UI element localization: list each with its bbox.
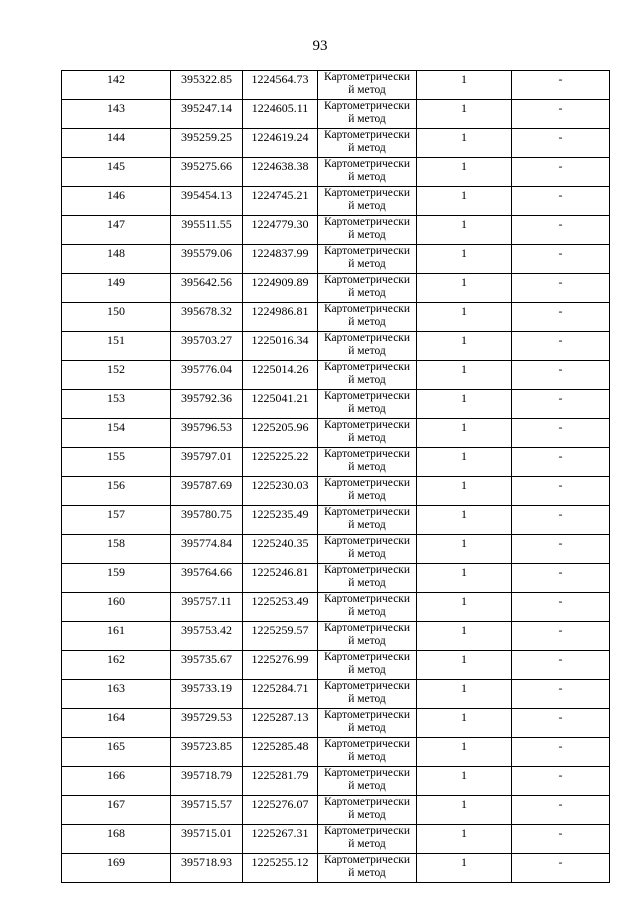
method-line-1: Картометрически [323, 100, 411, 112]
y-coordinate-cell: 1225240.35 [243, 535, 318, 564]
note-cell: - [512, 593, 610, 622]
method-cell [318, 303, 417, 332]
point-number-cell: 150 [62, 303, 171, 332]
note-cell: - [512, 825, 610, 854]
x-coordinate-cell: 395454.13 [171, 187, 243, 216]
y-coordinate-cell: 1225287.13 [243, 709, 318, 738]
method-line-2: й метод [348, 229, 386, 241]
accuracy-cell: 1 [417, 535, 512, 564]
method-line-1: Картометрически [323, 854, 411, 866]
method-line-2: й метод [348, 84, 386, 96]
y-coordinate-cell: 1224779.30 [243, 216, 318, 245]
table-row [62, 767, 610, 796]
method-line-2: й метод [348, 490, 386, 502]
point-number-cell: 159 [62, 564, 171, 593]
method-line-2: й метод [348, 838, 386, 850]
method-cell [318, 477, 417, 506]
table-row [62, 564, 610, 593]
method-line-2: й метод [348, 751, 386, 763]
method-line-2: й метод [348, 113, 386, 125]
note-cell: - [512, 506, 610, 535]
point-number-cell: 149 [62, 274, 171, 303]
y-coordinate-cell: 1225230.03 [243, 477, 318, 506]
table-row [62, 506, 610, 535]
point-number-cell: 143 [62, 100, 171, 129]
accuracy-cell: 1 [417, 680, 512, 709]
table-row [62, 738, 610, 767]
method-cell [318, 796, 417, 825]
y-coordinate-cell: 1225276.99 [243, 651, 318, 680]
point-number-cell: 157 [62, 506, 171, 535]
accuracy-cell: 1 [417, 506, 512, 535]
x-coordinate-cell: 395718.79 [171, 767, 243, 796]
y-coordinate-cell: 1225253.49 [243, 593, 318, 622]
point-number-cell: 153 [62, 390, 171, 419]
accuracy-cell: 1 [417, 158, 512, 187]
method-cell [318, 651, 417, 680]
y-coordinate-cell: 1225276.07 [243, 796, 318, 825]
x-coordinate-cell: 395715.01 [171, 825, 243, 854]
y-coordinate-cell: 1224837.99 [243, 245, 318, 274]
table-row [62, 100, 610, 129]
note-cell: - [512, 767, 610, 796]
table-row [62, 593, 610, 622]
point-number-cell: 164 [62, 709, 171, 738]
table-row [62, 477, 610, 506]
method-line-2: й метод [348, 142, 386, 154]
method-cell [318, 825, 417, 854]
table-row [62, 448, 610, 477]
method-cell [318, 419, 417, 448]
accuracy-cell: 1 [417, 332, 512, 361]
point-number-cell: 154 [62, 419, 171, 448]
point-number-cell: 160 [62, 593, 171, 622]
x-coordinate-cell: 395275.66 [171, 158, 243, 187]
accuracy-cell: 1 [417, 303, 512, 332]
note-cell: - [512, 245, 610, 274]
coordinates-table [61, 70, 610, 883]
method-line-1: Картометрически [323, 535, 411, 547]
method-cell [318, 71, 417, 100]
y-coordinate-cell: 1225255.12 [243, 854, 318, 883]
note-cell: - [512, 274, 610, 303]
method-line-1: Картометрически [323, 187, 411, 199]
method-line-2: й метод [348, 461, 386, 473]
method-line-2: й метод [348, 374, 386, 386]
method-line-1: Картометрически [323, 506, 411, 518]
method-cell [318, 390, 417, 419]
accuracy-cell: 1 [417, 71, 512, 100]
method-line-1: Картометрически [323, 651, 411, 663]
note-cell: - [512, 564, 610, 593]
note-cell: - [512, 332, 610, 361]
method-line-1: Картометрически [323, 593, 411, 605]
x-coordinate-cell: 395703.27 [171, 332, 243, 361]
point-number-cell: 146 [62, 187, 171, 216]
y-coordinate-cell: 1224605.11 [243, 100, 318, 129]
point-number-cell: 148 [62, 245, 171, 274]
table-row [62, 390, 610, 419]
method-cell [318, 535, 417, 564]
method-cell [318, 709, 417, 738]
y-coordinate-cell: 1224564.73 [243, 71, 318, 100]
y-coordinate-cell: 1225235.49 [243, 506, 318, 535]
x-coordinate-cell: 395780.75 [171, 506, 243, 535]
x-coordinate-cell: 395579.06 [171, 245, 243, 274]
method-cell [318, 564, 417, 593]
table-row [62, 361, 610, 390]
x-coordinate-cell: 395678.32 [171, 303, 243, 332]
method-line-2: й метод [348, 780, 386, 792]
y-coordinate-cell: 1225041.21 [243, 390, 318, 419]
accuracy-cell: 1 [417, 622, 512, 651]
table-row [62, 709, 610, 738]
x-coordinate-cell: 395322.85 [171, 71, 243, 100]
x-coordinate-cell: 395774.84 [171, 535, 243, 564]
accuracy-cell: 1 [417, 419, 512, 448]
method-line-2: й метод [348, 432, 386, 444]
note-cell: - [512, 796, 610, 825]
table-row [62, 129, 610, 158]
note-cell: - [512, 100, 610, 129]
y-coordinate-cell: 1224638.38 [243, 158, 318, 187]
point-number-cell: 142 [62, 71, 171, 100]
method-line-1: Картометрически [323, 129, 411, 141]
accuracy-cell: 1 [417, 477, 512, 506]
note-cell: - [512, 187, 610, 216]
accuracy-cell: 1 [417, 245, 512, 274]
y-coordinate-cell: 1224745.21 [243, 187, 318, 216]
method-cell [318, 448, 417, 477]
table-row [62, 651, 610, 680]
table-row [62, 303, 610, 332]
table-row [62, 274, 610, 303]
accuracy-cell: 1 [417, 361, 512, 390]
method-cell [318, 332, 417, 361]
x-coordinate-cell: 395735.67 [171, 651, 243, 680]
method-line-1: Картометрически [323, 216, 411, 228]
point-number-cell: 144 [62, 129, 171, 158]
accuracy-cell: 1 [417, 709, 512, 738]
method-line-1: Картометрически [323, 680, 411, 692]
method-cell [318, 187, 417, 216]
y-coordinate-cell: 1225014.26 [243, 361, 318, 390]
method-line-1: Картометрически [323, 303, 411, 315]
table-row [62, 825, 610, 854]
table-row [62, 419, 610, 448]
note-cell: - [512, 854, 610, 883]
method-line-1: Картометрически [323, 448, 411, 460]
method-line-2: й метод [348, 722, 386, 734]
y-coordinate-cell: 1224986.81 [243, 303, 318, 332]
accuracy-cell: 1 [417, 593, 512, 622]
accuracy-cell: 1 [417, 651, 512, 680]
note-cell: - [512, 535, 610, 564]
method-line-1: Картометрически [323, 825, 411, 837]
method-line-2: й метод [348, 606, 386, 618]
y-coordinate-cell: 1225225.22 [243, 448, 318, 477]
x-coordinate-cell: 395715.57 [171, 796, 243, 825]
method-line-1: Картометрически [323, 274, 411, 286]
note-cell: - [512, 361, 610, 390]
x-coordinate-cell: 395797.01 [171, 448, 243, 477]
point-number-cell: 167 [62, 796, 171, 825]
table-row [62, 796, 610, 825]
note-cell: - [512, 303, 610, 332]
method-line-1: Картометрически [323, 245, 411, 257]
page-number: 93 [312, 38, 328, 54]
method-line-2: й метод [348, 809, 386, 821]
accuracy-cell: 1 [417, 390, 512, 419]
method-line-1: Картометрически [323, 158, 411, 170]
method-line-2: й метод [348, 171, 386, 183]
y-coordinate-cell: 1225259.57 [243, 622, 318, 651]
method-line-1: Картометрически [323, 767, 411, 779]
accuracy-cell: 1 [417, 564, 512, 593]
x-coordinate-cell: 395729.53 [171, 709, 243, 738]
method-line-1: Картометрически [323, 332, 411, 344]
y-coordinate-cell: 1225267.31 [243, 825, 318, 854]
accuracy-cell: 1 [417, 825, 512, 854]
method-line-1: Картометрически [323, 419, 411, 431]
table-row [62, 622, 610, 651]
point-number-cell: 169 [62, 854, 171, 883]
note-cell: - [512, 158, 610, 187]
table-row [62, 216, 610, 245]
x-coordinate-cell: 395642.56 [171, 274, 243, 303]
table-row [62, 680, 610, 709]
method-line-1: Картометрически [323, 477, 411, 489]
accuracy-cell: 1 [417, 448, 512, 477]
method-line-2: й метод [348, 519, 386, 531]
method-line-1: Картометрически [323, 361, 411, 373]
point-number-cell: 152 [62, 361, 171, 390]
note-cell: - [512, 622, 610, 651]
x-coordinate-cell: 395733.19 [171, 680, 243, 709]
method-line-2: й метод [348, 316, 386, 328]
x-coordinate-cell: 395753.42 [171, 622, 243, 651]
x-coordinate-cell: 395764.66 [171, 564, 243, 593]
method-line-2: й метод [348, 664, 386, 676]
accuracy-cell: 1 [417, 187, 512, 216]
method-cell [318, 506, 417, 535]
y-coordinate-cell: 1225246.81 [243, 564, 318, 593]
method-line-2: й метод [348, 345, 386, 357]
table-body [62, 71, 610, 883]
y-coordinate-cell: 1224619.24 [243, 129, 318, 158]
method-line-2: й метод [348, 635, 386, 647]
accuracy-cell: 1 [417, 100, 512, 129]
method-cell [318, 274, 417, 303]
method-line-1: Картометрически [323, 738, 411, 750]
x-coordinate-cell: 395259.25 [171, 129, 243, 158]
table-row [62, 535, 610, 564]
accuracy-cell: 1 [417, 738, 512, 767]
point-number-cell: 166 [62, 767, 171, 796]
note-cell: - [512, 680, 610, 709]
x-coordinate-cell: 395723.85 [171, 738, 243, 767]
point-number-cell: 155 [62, 448, 171, 477]
y-coordinate-cell: 1225016.34 [243, 332, 318, 361]
method-cell [318, 158, 417, 187]
method-cell [318, 216, 417, 245]
method-line-2: й метод [348, 200, 386, 212]
method-line-2: й метод [348, 693, 386, 705]
x-coordinate-cell: 395247.14 [171, 100, 243, 129]
point-number-cell: 151 [62, 332, 171, 361]
method-cell [318, 593, 417, 622]
accuracy-cell: 1 [417, 796, 512, 825]
method-cell [318, 245, 417, 274]
x-coordinate-cell: 395792.36 [171, 390, 243, 419]
note-cell: - [512, 216, 610, 245]
x-coordinate-cell: 395776.04 [171, 361, 243, 390]
point-number-cell: 158 [62, 535, 171, 564]
method-cell [318, 622, 417, 651]
accuracy-cell: 1 [417, 129, 512, 158]
note-cell: - [512, 448, 610, 477]
note-cell: - [512, 390, 610, 419]
method-line-2: й метод [348, 548, 386, 560]
point-number-cell: 168 [62, 825, 171, 854]
method-cell [318, 361, 417, 390]
method-cell [318, 738, 417, 767]
y-coordinate-cell: 1225205.96 [243, 419, 318, 448]
y-coordinate-cell: 1225285.48 [243, 738, 318, 767]
method-line-2: й метод [348, 258, 386, 270]
note-cell: - [512, 129, 610, 158]
accuracy-cell: 1 [417, 767, 512, 796]
point-number-cell: 145 [62, 158, 171, 187]
note-cell: - [512, 71, 610, 100]
accuracy-cell: 1 [417, 274, 512, 303]
point-number-cell: 162 [62, 651, 171, 680]
x-coordinate-cell: 395511.55 [171, 216, 243, 245]
x-coordinate-cell: 395757.11 [171, 593, 243, 622]
x-coordinate-cell: 395796.53 [171, 419, 243, 448]
accuracy-cell: 1 [417, 854, 512, 883]
note-cell: - [512, 477, 610, 506]
y-coordinate-cell: 1224909.89 [243, 274, 318, 303]
method-cell [318, 680, 417, 709]
method-cell [318, 767, 417, 796]
y-coordinate-cell: 1225281.79 [243, 767, 318, 796]
method-line-1: Картометрически [323, 564, 411, 576]
method-line-2: й метод [348, 287, 386, 299]
accuracy-cell: 1 [417, 216, 512, 245]
method-line-2: й метод [348, 403, 386, 415]
method-line-2: й метод [348, 867, 386, 879]
table-row [62, 71, 610, 100]
x-coordinate-cell: 395787.69 [171, 477, 243, 506]
method-line-1: Картометрически [323, 71, 411, 83]
method-cell [318, 129, 417, 158]
note-cell: - [512, 709, 610, 738]
note-cell: - [512, 738, 610, 767]
table-row [62, 854, 610, 883]
method-line-1: Картометрически [323, 709, 411, 721]
method-cell [318, 100, 417, 129]
method-cell [318, 854, 417, 883]
point-number-cell: 156 [62, 477, 171, 506]
note-cell: - [512, 419, 610, 448]
point-number-cell: 147 [62, 216, 171, 245]
table-row [62, 187, 610, 216]
point-number-cell: 163 [62, 680, 171, 709]
method-line-2: й метод [348, 577, 386, 589]
note-cell: - [512, 651, 610, 680]
x-coordinate-cell: 395718.93 [171, 854, 243, 883]
table-row [62, 158, 610, 187]
method-line-1: Картометрически [323, 796, 411, 808]
table-row [62, 245, 610, 274]
method-line-1: Картометрически [323, 390, 411, 402]
point-number-cell: 161 [62, 622, 171, 651]
point-number-cell: 165 [62, 738, 171, 767]
y-coordinate-cell: 1225284.71 [243, 680, 318, 709]
table-row [62, 332, 610, 361]
method-line-1: Картометрически [323, 622, 411, 634]
